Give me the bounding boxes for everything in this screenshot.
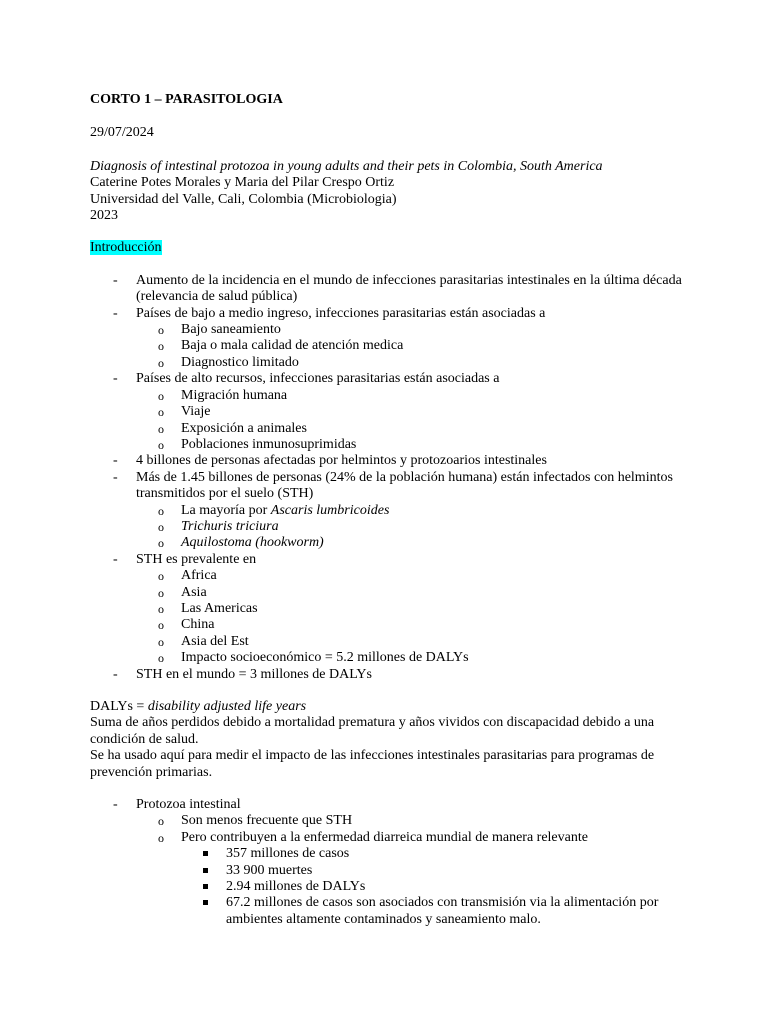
sub-list-item-text: Las Americas <box>181 600 258 616</box>
circle-marker: o <box>158 503 164 518</box>
sub-list-item <box>90 830 690 846</box>
sub-list-item-text: La mayoría por <box>181 502 271 518</box>
sub-list-item <box>90 650 690 666</box>
article-authors: Caterine Potes Morales y Maria del Pilar Crespo Ortiz <box>90 175 395 191</box>
circle-marker: o <box>158 323 164 338</box>
list-item <box>90 470 690 503</box>
circle-marker: o <box>158 421 164 436</box>
sub-list-item <box>90 634 690 650</box>
sub-list-item-text: Exposición a animales <box>181 420 307 436</box>
list-item-text: 4 billones de personas afectadas por helmintos y protozoarios intestinales <box>136 453 547 469</box>
species-name: Aquilostoma (hookworm) <box>181 535 324 551</box>
sub-list-item-text: Asia <box>181 584 207 600</box>
circle-marker: o <box>158 634 164 649</box>
square-bullet-icon <box>203 851 208 856</box>
list-item <box>90 667 690 683</box>
document-title: CORTO 1 – PARASITOLOGIA <box>90 92 283 107</box>
intro-list <box>90 273 690 683</box>
sub-list-item-text: Baja o mala calidad de atención medica <box>181 338 404 354</box>
dash-marker: - <box>113 305 118 321</box>
circle-marker: o <box>158 339 164 354</box>
sub-list-item <box>90 437 690 453</box>
bullet-item <box>90 863 690 879</box>
list-item-text: Protozoa intestinal <box>136 797 241 813</box>
sub-list-item-text: China <box>181 617 215 633</box>
circle-marker: o <box>158 830 164 845</box>
circle-marker: o <box>158 601 164 616</box>
sub-list-item <box>90 404 690 420</box>
sub-list-item <box>90 388 690 404</box>
list-item-text: STH es prevalente en <box>136 551 257 567</box>
sub-list-item <box>90 355 690 371</box>
article-year: 2023 <box>90 208 118 224</box>
dalys-paragraph: Suma de años perdidos debido a mortalidad prematura y años vividos con discapacidad debido a una condición de salud. <box>90 715 655 747</box>
list-item-text: Más de 1.45 billones de personas (24% de la población humana) están infectados con helmintos transmitidos por el suelo (STH) <box>136 469 673 502</box>
circle-marker: o <box>158 355 164 370</box>
document-page <box>90 92 690 928</box>
bullet-item-text: 357 millones de casos <box>226 846 350 862</box>
sub-list-item-text: Asia del Est <box>181 633 249 649</box>
circle-marker: o <box>158 437 164 452</box>
sub-list-item <box>90 338 690 354</box>
sub-list-item-text: Pero contribuyen a la enfermedad diarreica mundial de manera relevante <box>181 829 588 845</box>
dash-marker: - <box>113 371 118 387</box>
square-bullet-icon <box>203 900 208 905</box>
list-item <box>90 552 690 568</box>
species-name: Trichuris triciura <box>181 518 279 534</box>
sub-list-item <box>90 519 690 535</box>
circle-marker: o <box>158 519 164 534</box>
dalys-definition: disability adjusted life years <box>147 699 307 714</box>
protozoa-list <box>90 797 690 928</box>
bullet-item <box>90 846 690 862</box>
dash-marker: - <box>113 272 118 288</box>
article-institution: Universidad del Valle, Cali, Colombia (Microbiologia) <box>90 191 397 207</box>
circle-marker: o <box>158 405 164 420</box>
list-item-text: Países de bajo a medio ingreso, infecciones parasitarias están asociadas a <box>136 305 546 321</box>
sub-list-item <box>90 585 690 601</box>
sub-list-item-text: Poblaciones inmunosuprimidas <box>181 436 357 452</box>
bullet-item <box>90 879 690 895</box>
bullet-item-text: 33 900 muertes <box>226 862 313 878</box>
sub-list-item-text: Impacto socioeconómico = 5.2 millones de DALYs <box>181 650 469 666</box>
reference-block <box>90 159 690 225</box>
sub-list-item <box>90 322 690 338</box>
list-item-text: STH en el mundo = 3 millones de DALYs <box>136 666 372 682</box>
species-name: Ascaris lumbricoides <box>270 502 390 518</box>
list-item <box>90 306 690 322</box>
sub-list-item <box>90 503 690 519</box>
sub-list-item <box>90 813 690 829</box>
circle-marker: o <box>158 569 164 584</box>
bullet-item <box>90 895 690 928</box>
sub-list-item <box>90 568 690 584</box>
sub-list-item <box>90 421 690 437</box>
circle-marker: o <box>158 814 164 829</box>
section-heading-introduccion: Introducción <box>90 240 162 256</box>
dalys-block <box>90 699 690 781</box>
sub-list-item <box>90 535 690 551</box>
list-item <box>90 273 690 306</box>
square-bullet-icon <box>203 868 208 873</box>
circle-marker: o <box>158 618 164 633</box>
list-item-text: Países de alto recursos, infecciones parasitarias están asociadas a <box>136 371 500 387</box>
sub-list-item-text: Viaje <box>181 404 211 420</box>
list-item-text: Aumento de la incidencia en el mundo de infecciones parasitarias intestinales en la última década (relevancia de salud pública) <box>136 272 682 305</box>
sub-list-item <box>90 617 690 633</box>
dash-marker: - <box>113 666 118 682</box>
dash-marker: - <box>113 453 118 469</box>
sub-list-item-text: Diagnostico limitado <box>181 354 299 370</box>
sub-list-item-text: Africa <box>181 568 217 584</box>
bullet-item-text: 2.94 millones de DALYs <box>226 879 366 895</box>
article-title: Diagnosis of intestinal protozoa in young adults and their pets in Colombia, South America <box>90 158 603 174</box>
circle-marker: o <box>158 585 164 600</box>
dalys-paragraph: Se ha usado aquí para medir el impacto de las infecciones intestinales parasitarias para programas de prevención primarias. <box>90 748 655 780</box>
sub-list-item <box>90 601 690 617</box>
dash-marker: - <box>113 797 118 813</box>
document-date: 29/07/2024 <box>90 125 154 141</box>
square-bullet-icon <box>203 884 208 889</box>
circle-marker: o <box>158 536 164 551</box>
circle-marker: o <box>158 651 164 666</box>
sub-list-item-text: Son menos frecuente que STH <box>181 813 353 829</box>
bullet-item-text: 67.2 millones de casos son asociados con transmisión via la alimentación por ambientes altamente contaminados y saneamiento malo. <box>226 895 659 927</box>
circle-marker: o <box>158 388 164 403</box>
sub-list-item-text: Migración humana <box>181 387 288 403</box>
list-item <box>90 797 690 813</box>
list-item <box>90 371 690 387</box>
list-item <box>90 453 690 469</box>
dash-marker: - <box>113 469 118 485</box>
sub-list-item-text: Bajo saneamiento <box>181 322 281 338</box>
dash-marker: - <box>113 551 118 567</box>
dalys-term: DALYs = <box>90 699 148 714</box>
